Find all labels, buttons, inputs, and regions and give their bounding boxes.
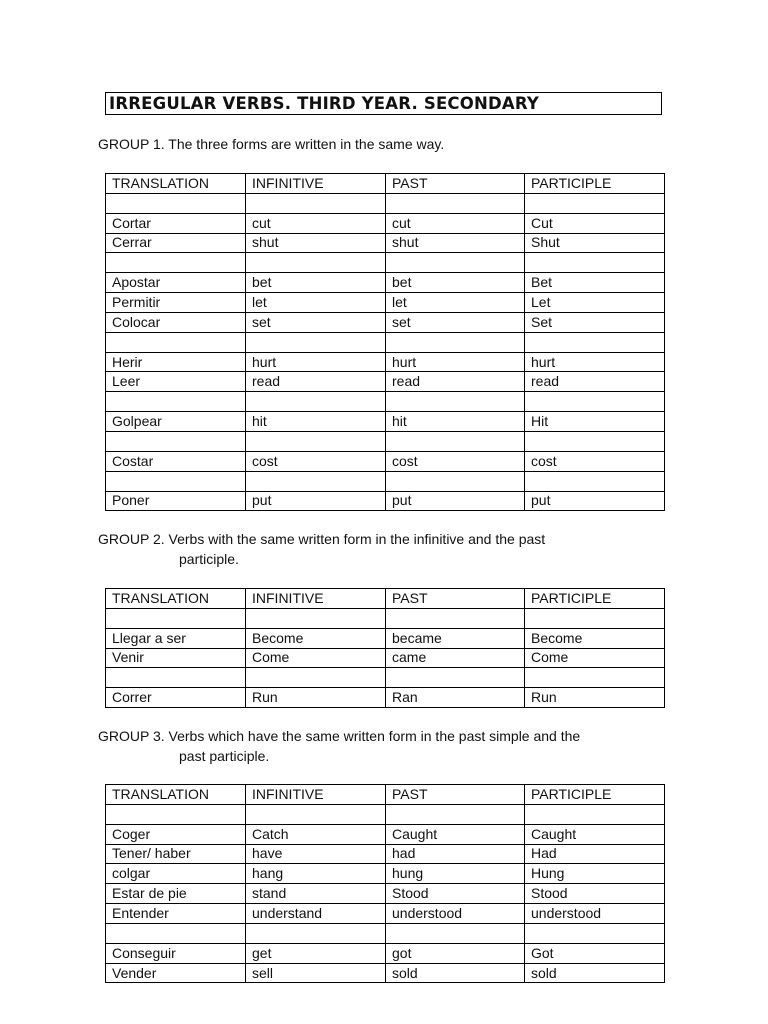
cell-infinitive: Run xyxy=(246,688,386,708)
cell-translation: Leer xyxy=(106,372,246,392)
cell-participle: Got xyxy=(525,943,665,963)
group-2-heading-continuation: participle. xyxy=(179,551,239,567)
cell-past: Caught xyxy=(386,824,525,844)
cell-participle: Had xyxy=(525,844,665,864)
cell-past: had xyxy=(386,844,525,864)
cell-participle: Set xyxy=(525,312,665,332)
cell-participle xyxy=(525,804,665,824)
column-header-translation: TRANSLATION xyxy=(106,589,246,609)
cell-past: put xyxy=(386,491,525,511)
column-header-participle: PARTICIPLE xyxy=(525,174,665,194)
cell-infinitive: bet xyxy=(246,273,386,293)
cell-participle: read xyxy=(525,372,665,392)
cell-infinitive xyxy=(246,471,386,491)
cell-past: sold xyxy=(386,963,525,983)
cell-translation: Cerrar xyxy=(106,233,246,253)
table-row xyxy=(106,668,665,688)
table-row xyxy=(106,904,665,924)
cell-past xyxy=(386,392,525,412)
table-row xyxy=(106,608,665,628)
cell-participle xyxy=(525,668,665,688)
group-1-heading-text: GROUP 1. The three forms are written in the same way. xyxy=(98,136,445,152)
table-row xyxy=(106,293,665,313)
group-2-table xyxy=(105,588,665,708)
cell-translation: colgar xyxy=(106,864,246,884)
cell-past: cut xyxy=(386,213,525,233)
table-row xyxy=(106,963,665,983)
cell-infinitive: Become xyxy=(246,628,386,648)
table-row xyxy=(106,844,665,864)
table-header-row xyxy=(106,174,665,194)
cell-infinitive xyxy=(246,923,386,943)
cell-translation: Correr xyxy=(106,688,246,708)
table-row xyxy=(106,491,665,511)
cell-participle: Hung xyxy=(525,864,665,884)
cell-past xyxy=(386,471,525,491)
cell-infinitive: stand xyxy=(246,884,386,904)
cell-infinitive: understand xyxy=(246,904,386,924)
cell-infinitive: Come xyxy=(246,648,386,668)
cell-past: cost xyxy=(386,451,525,471)
cell-past xyxy=(386,668,525,688)
cell-infinitive xyxy=(246,332,386,352)
column-header-infinitive: INFINITIVE xyxy=(246,589,386,609)
table-row xyxy=(106,352,665,372)
cell-participle xyxy=(525,923,665,943)
cell-past: came xyxy=(386,648,525,668)
table-row xyxy=(106,273,665,293)
cell-translation: Llegar a ser xyxy=(106,628,246,648)
cell-participle xyxy=(525,608,665,628)
cell-translation: Tener/ haber xyxy=(106,844,246,864)
cell-participle xyxy=(525,332,665,352)
cell-participle: understood xyxy=(525,904,665,924)
table-row xyxy=(106,648,665,668)
cell-translation: Permitir xyxy=(106,293,246,313)
cell-participle: Become xyxy=(525,628,665,648)
cell-translation xyxy=(106,392,246,412)
cell-past: hit xyxy=(386,412,525,432)
cell-participle: Come xyxy=(525,648,665,668)
column-header-participle: PARTICIPLE xyxy=(525,785,665,805)
cell-infinitive: shut xyxy=(246,233,386,253)
cell-past xyxy=(386,193,525,213)
column-header-participle: PARTICIPLE xyxy=(525,589,665,609)
cell-participle xyxy=(525,193,665,213)
cell-translation xyxy=(106,471,246,491)
cell-participle xyxy=(525,471,665,491)
table-row xyxy=(106,471,665,491)
cell-past: set xyxy=(386,312,525,332)
cell-participle: Shut xyxy=(525,233,665,253)
cell-past xyxy=(386,253,525,273)
cell-participle xyxy=(525,253,665,273)
cell-infinitive: sell xyxy=(246,963,386,983)
cell-past: hung xyxy=(386,864,525,884)
table-row xyxy=(106,213,665,233)
cell-participle: cost xyxy=(525,451,665,471)
cell-translation: Vender xyxy=(106,963,246,983)
cell-participle: Run xyxy=(525,688,665,708)
table-row xyxy=(106,864,665,884)
column-header-past: PAST xyxy=(386,785,525,805)
cell-infinitive xyxy=(246,193,386,213)
table-header-row xyxy=(106,785,665,805)
cell-translation: Herir xyxy=(106,352,246,372)
cell-participle: Bet xyxy=(525,273,665,293)
cell-translation xyxy=(106,193,246,213)
cell-participle: Hit xyxy=(525,412,665,432)
cell-infinitive: hurt xyxy=(246,352,386,372)
cell-past: Stood xyxy=(386,884,525,904)
table-row xyxy=(106,412,665,432)
group-1-table xyxy=(105,173,665,511)
cell-past: shut xyxy=(386,233,525,253)
cell-infinitive: cut xyxy=(246,213,386,233)
table-row xyxy=(106,233,665,253)
cell-translation: Coger xyxy=(106,824,246,844)
cell-translation xyxy=(106,608,246,628)
table-row xyxy=(106,923,665,943)
cell-translation xyxy=(106,431,246,451)
cell-infinitive: let xyxy=(246,293,386,313)
table-row xyxy=(106,332,665,352)
cell-participle: Cut xyxy=(525,213,665,233)
cell-translation xyxy=(106,923,246,943)
table-row xyxy=(106,193,665,213)
table-row xyxy=(106,804,665,824)
cell-infinitive xyxy=(246,804,386,824)
cell-participle: put xyxy=(525,491,665,511)
cell-participle: Caught xyxy=(525,824,665,844)
cell-infinitive xyxy=(246,392,386,412)
table-row xyxy=(106,372,665,392)
column-header-infinitive: INFINITIVE xyxy=(246,785,386,805)
cell-infinitive: hang xyxy=(246,864,386,884)
cell-infinitive: cost xyxy=(246,451,386,471)
cell-infinitive xyxy=(246,253,386,273)
cell-translation: Poner xyxy=(106,491,246,511)
cell-infinitive: have xyxy=(246,844,386,864)
cell-infinitive: put xyxy=(246,491,386,511)
table-row xyxy=(106,943,665,963)
table-row xyxy=(106,688,665,708)
cell-translation: Entender xyxy=(106,904,246,924)
cell-translation: Estar de pie xyxy=(106,884,246,904)
group-3-table xyxy=(105,784,665,983)
table-row xyxy=(106,451,665,471)
cell-translation xyxy=(106,668,246,688)
cell-participle: Let xyxy=(525,293,665,313)
cell-past: Ran xyxy=(386,688,525,708)
table-header-row xyxy=(106,589,665,609)
group-1-heading xyxy=(98,134,658,154)
cell-participle xyxy=(525,431,665,451)
cell-participle xyxy=(525,392,665,412)
cell-past xyxy=(386,332,525,352)
group-3-heading-continuation: past participle. xyxy=(179,748,270,764)
cell-participle: hurt xyxy=(525,352,665,372)
cell-participle: sold xyxy=(525,963,665,983)
column-header-infinitive: INFINITIVE xyxy=(246,174,386,194)
column-header-translation: TRANSLATION xyxy=(106,785,246,805)
cell-translation xyxy=(106,804,246,824)
table-row xyxy=(106,312,665,332)
cell-past xyxy=(386,923,525,943)
column-header-past: PAST xyxy=(386,174,525,194)
group-3-heading xyxy=(98,726,658,766)
cell-past xyxy=(386,431,525,451)
group-2-heading xyxy=(98,529,658,569)
cell-past xyxy=(386,608,525,628)
cell-participle: Stood xyxy=(525,884,665,904)
cell-infinitive: Catch xyxy=(246,824,386,844)
table-row xyxy=(106,628,665,648)
cell-translation: Costar xyxy=(106,451,246,471)
cell-translation: Venir xyxy=(106,648,246,668)
cell-infinitive xyxy=(246,431,386,451)
column-header-past: PAST xyxy=(386,589,525,609)
cell-infinitive xyxy=(246,668,386,688)
cell-past: read xyxy=(386,372,525,392)
cell-infinitive: hit xyxy=(246,412,386,432)
table-row xyxy=(106,824,665,844)
cell-infinitive: get xyxy=(246,943,386,963)
cell-past: hurt xyxy=(386,352,525,372)
cell-infinitive: set xyxy=(246,312,386,332)
cell-translation xyxy=(106,332,246,352)
table-row xyxy=(106,253,665,273)
cell-past: let xyxy=(386,293,525,313)
cell-translation: Cortar xyxy=(106,213,246,233)
cell-translation: Conseguir xyxy=(106,943,246,963)
cell-past: got xyxy=(386,943,525,963)
cell-translation xyxy=(106,253,246,273)
cell-past: bet xyxy=(386,273,525,293)
cell-translation: Colocar xyxy=(106,312,246,332)
cell-infinitive xyxy=(246,608,386,628)
cell-past: became xyxy=(386,628,525,648)
cell-infinitive: read xyxy=(246,372,386,392)
group-2-heading-text: GROUP 2. Verbs with the same written form in the infinitive and the past xyxy=(98,531,546,547)
table-row xyxy=(106,392,665,412)
cell-past: understood xyxy=(386,904,525,924)
table-row xyxy=(106,431,665,451)
table-row xyxy=(106,884,665,904)
cell-translation: Apostar xyxy=(106,273,246,293)
group-3-heading-text: GROUP 3. Verbs which have the same written form in the past simple and the xyxy=(98,728,581,744)
cell-translation: Golpear xyxy=(106,412,246,432)
page-title: IRREGULAR VERBS. THIRD YEAR. SECONDARY xyxy=(105,92,662,115)
cell-past xyxy=(386,804,525,824)
column-header-translation: TRANSLATION xyxy=(106,174,246,194)
